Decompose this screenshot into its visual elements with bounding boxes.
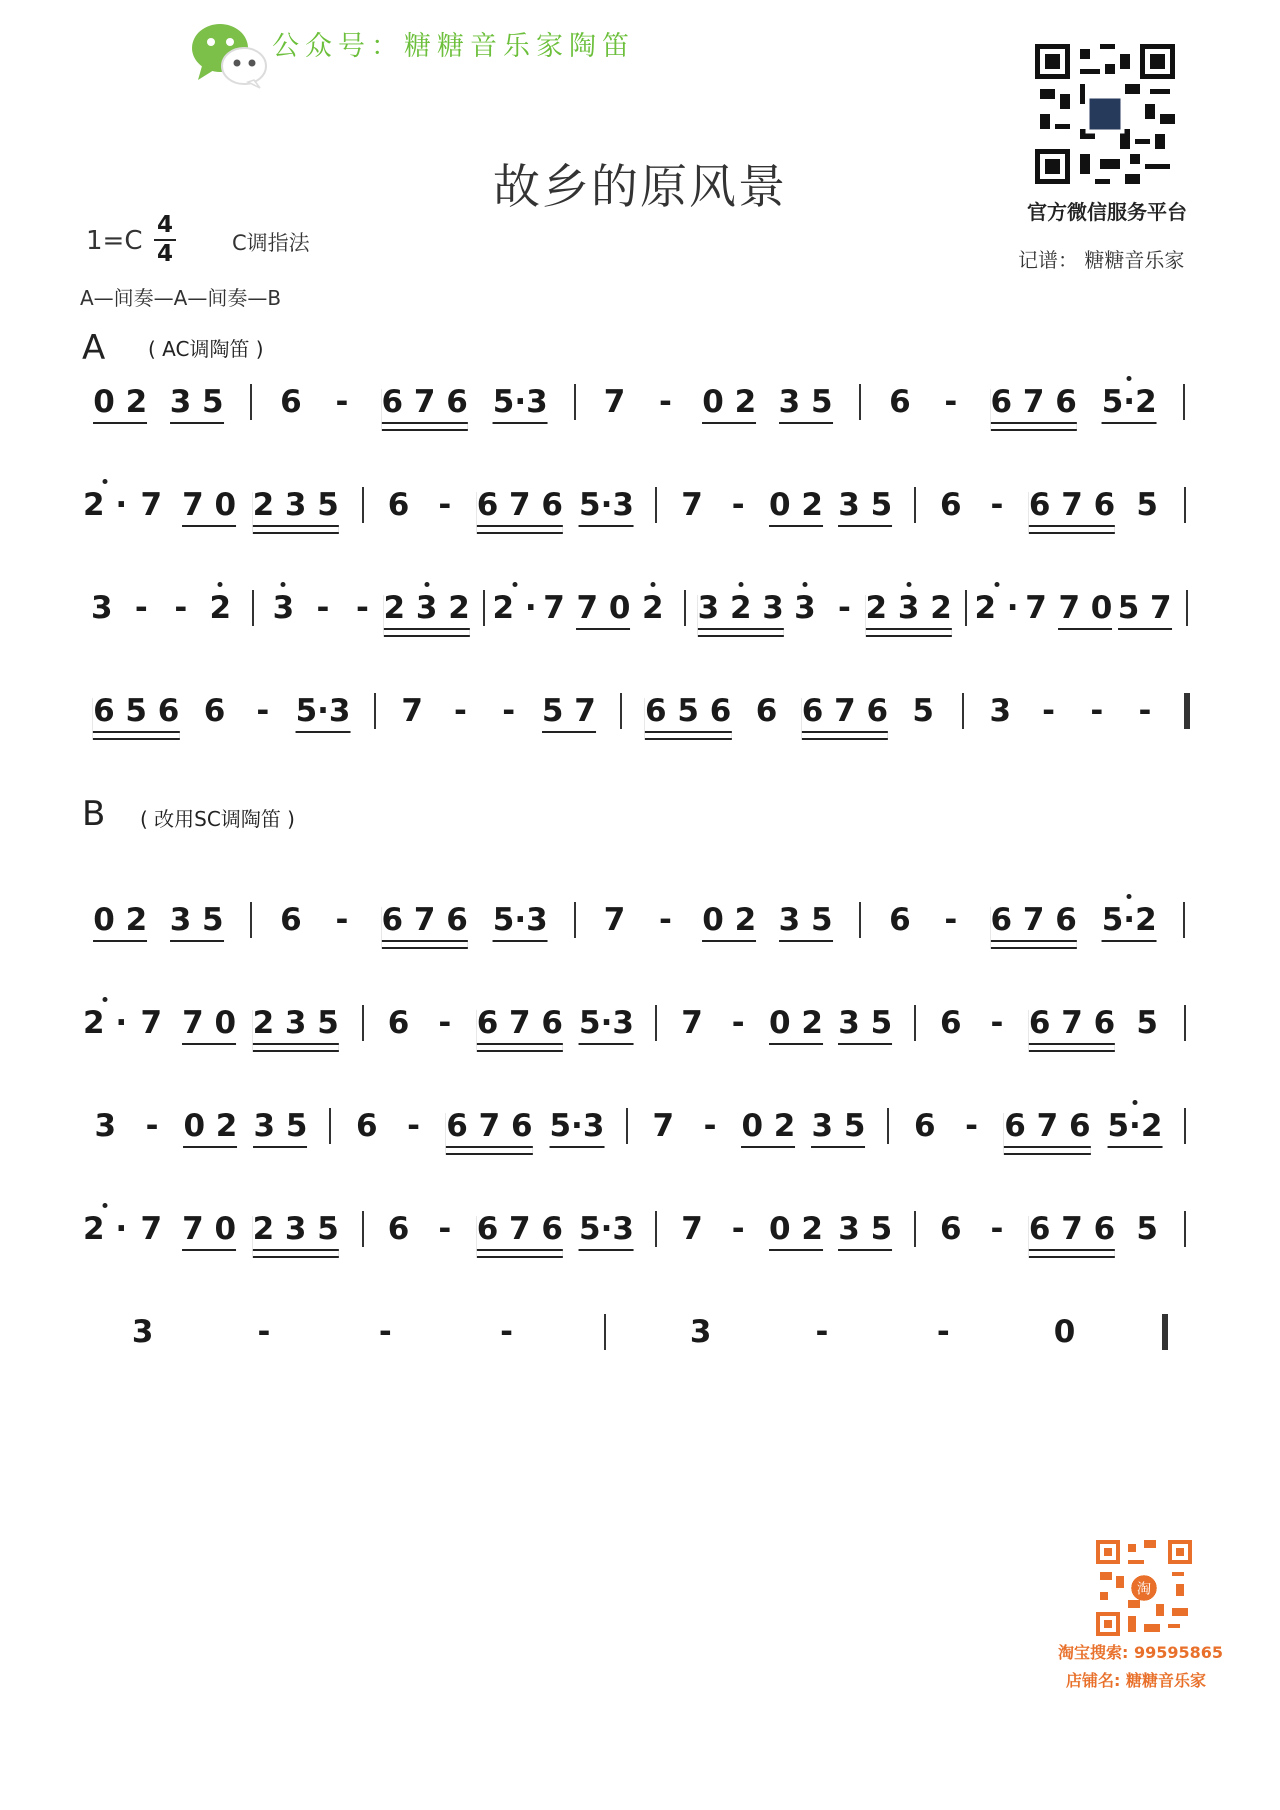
note-2-16: 6 bbox=[939, 487, 962, 523]
note-6-7: - bbox=[438, 1005, 452, 1041]
note-7-19: 5·2 bbox=[1107, 1106, 1162, 1148]
note-4-6: 7 bbox=[401, 693, 424, 729]
note-9-7: - bbox=[815, 1314, 829, 1350]
high-octave-dot bbox=[103, 997, 108, 1002]
barline bbox=[362, 1005, 364, 1041]
note-6-14: 3 5 bbox=[838, 1003, 892, 1045]
note-7-17: - bbox=[965, 1108, 978, 1144]
note-7-13: 0 2 bbox=[741, 1106, 795, 1148]
note-3-1: 3 bbox=[90, 590, 113, 626]
wechat-logo-icon bbox=[188, 18, 268, 90]
note-1-9: 7 bbox=[603, 384, 626, 420]
key-signature: 1=C bbox=[86, 226, 143, 256]
note-5-15: - bbox=[944, 902, 958, 938]
note-2-7: - bbox=[438, 487, 452, 523]
note-1-17: 5·2 bbox=[1102, 382, 1157, 424]
section-b-label: B bbox=[82, 794, 106, 834]
note-3-11: 2 · bbox=[492, 590, 537, 626]
high-octave-dot bbox=[103, 479, 108, 484]
note-3-22: 7 bbox=[1025, 590, 1047, 626]
barline bbox=[1183, 902, 1185, 938]
note-8-8: 6 7 6 bbox=[477, 1209, 563, 1251]
note-1-4: 6 bbox=[280, 384, 302, 420]
note-6-6: 6 bbox=[387, 1005, 410, 1041]
note-3-4: 2 bbox=[209, 590, 232, 626]
high-octave-dot bbox=[103, 1203, 108, 1208]
note-7-6: 6 bbox=[356, 1108, 378, 1144]
score-line-b4 bbox=[70, 1209, 1210, 1269]
barline bbox=[962, 693, 964, 729]
note-1-7: 5·3 bbox=[493, 382, 548, 424]
note-2-13: 0 2 bbox=[769, 485, 823, 527]
note-6-3: 7 0 bbox=[182, 1003, 236, 1045]
note-4-9: 5 7 bbox=[542, 691, 596, 733]
high-octave-dot bbox=[1127, 376, 1132, 381]
note-1-10: - bbox=[659, 384, 672, 420]
note-1-6: 6 7 6 bbox=[382, 382, 468, 424]
note-2-6: 6 bbox=[387, 487, 410, 523]
shop-name-text: 店铺名: 糖糖音乐家 bbox=[1066, 1671, 1206, 1690]
note-2-12: - bbox=[731, 487, 745, 523]
note-1-12: 3 5 bbox=[779, 382, 833, 424]
note-4-8: - bbox=[502, 693, 516, 729]
final-barline bbox=[1184, 693, 1190, 729]
barline bbox=[250, 902, 252, 938]
barline bbox=[574, 902, 576, 938]
qr-code-icon bbox=[1035, 44, 1175, 184]
note-2-18: 6 7 6 bbox=[1029, 485, 1115, 527]
note-5-1: 0 2 bbox=[93, 900, 147, 942]
song-title: 故乡的原风景 bbox=[493, 160, 787, 215]
note-5-14: 6 bbox=[889, 902, 911, 938]
time-signature bbox=[152, 212, 178, 268]
high-octave-dot bbox=[994, 582, 999, 587]
note-2-14: 3 5 bbox=[838, 485, 892, 527]
barline bbox=[887, 1108, 889, 1144]
song-structure: A—间奏—A—间奏—B bbox=[80, 286, 282, 310]
note-2-2: 7 bbox=[140, 487, 163, 523]
note-6-11: 7 bbox=[681, 1005, 703, 1041]
note-7-3: 0 2 bbox=[183, 1106, 237, 1148]
note-4-19: - bbox=[1138, 693, 1152, 729]
note-4-3: - bbox=[256, 693, 270, 729]
note-8-2: 7 bbox=[140, 1211, 163, 1247]
note-1-2: 3 5 bbox=[170, 382, 224, 424]
note-6-4: 2 3 5 bbox=[253, 1003, 339, 1045]
barline bbox=[859, 902, 861, 938]
note-7-9: 5·3 bbox=[549, 1106, 604, 1148]
high-octave-dot bbox=[218, 582, 223, 587]
note-6-16: 6 bbox=[939, 1005, 962, 1041]
note-7-12: - bbox=[703, 1108, 717, 1144]
note-8-18: 6 7 6 bbox=[1029, 1209, 1115, 1251]
note-8-16: 6 bbox=[939, 1211, 962, 1247]
shop-qr-code-icon bbox=[1096, 1540, 1192, 1636]
note-1-5: - bbox=[335, 384, 349, 420]
note-2-4: 2 3 5 bbox=[253, 485, 339, 527]
note-3-12: 7 bbox=[543, 590, 565, 626]
section-a-label: A bbox=[82, 328, 106, 368]
note-2-17: - bbox=[990, 487, 1004, 523]
note-2-8: 6 7 6 bbox=[477, 485, 563, 527]
note-2-9: 5·3 bbox=[579, 485, 634, 527]
note-3-8: - bbox=[356, 590, 369, 626]
barline bbox=[1186, 590, 1188, 626]
note-8-12: - bbox=[731, 1211, 745, 1247]
high-octave-dot bbox=[650, 582, 655, 587]
note-9-6: 3 bbox=[689, 1314, 712, 1350]
barline bbox=[604, 1314, 606, 1350]
note-4-14: 5 bbox=[912, 693, 934, 729]
score-line-a4 bbox=[70, 691, 1210, 751]
note-5-6: 6 7 6 bbox=[382, 900, 468, 942]
barline bbox=[620, 693, 622, 729]
barline bbox=[374, 693, 376, 729]
note-7-2: - bbox=[145, 1108, 159, 1144]
note-3-16: 3 2 3 bbox=[698, 588, 784, 630]
note-4-1: 6 5 6 bbox=[93, 691, 179, 733]
note-4-11: 6 5 6 bbox=[645, 691, 731, 733]
qr-center-label: 淘 bbox=[1136, 1581, 1152, 1598]
time-sig-top: 4 bbox=[156, 212, 173, 238]
note-6-1: 2 · bbox=[83, 1005, 128, 1041]
note-4-4: 5·3 bbox=[296, 691, 351, 733]
score-line-b5 bbox=[70, 1312, 1210, 1372]
note-7-8: 6 7 6 bbox=[446, 1106, 532, 1148]
note-2-3: 7 0 bbox=[182, 485, 236, 527]
note-6-17: - bbox=[990, 1005, 1004, 1041]
note-1-15: - bbox=[944, 384, 958, 420]
section-b-instrument: ( 改用SC调陶笛 ) bbox=[140, 807, 295, 831]
note-6-9: 5·3 bbox=[579, 1003, 634, 1045]
note-7-1: 3 bbox=[94, 1108, 117, 1144]
high-octave-dot bbox=[424, 582, 429, 587]
barline bbox=[1184, 1211, 1186, 1247]
barline bbox=[483, 590, 485, 626]
note-8-4: 2 3 5 bbox=[253, 1209, 339, 1251]
note-8-9: 5·3 bbox=[579, 1209, 634, 1251]
note-8-19: 5 bbox=[1136, 1211, 1158, 1247]
note-9-4: - bbox=[500, 1314, 513, 1350]
note-2-19: 5 bbox=[1136, 487, 1158, 523]
note-8-17: - bbox=[990, 1211, 1004, 1247]
note-6-19: 5 bbox=[1136, 1005, 1158, 1041]
note-4-17: - bbox=[1042, 693, 1055, 729]
barline bbox=[859, 384, 861, 420]
qr-caption: 官方微信服务平台 bbox=[1027, 200, 1187, 224]
note-3-17: 3 bbox=[794, 590, 816, 626]
barline bbox=[362, 487, 364, 523]
note-4-2: 6 bbox=[203, 693, 226, 729]
note-5-12: 3 5 bbox=[779, 900, 833, 942]
note-3-21: 2 · bbox=[974, 590, 1019, 626]
high-octave-dot bbox=[738, 582, 743, 587]
note-3-18: - bbox=[837, 590, 851, 626]
barline bbox=[965, 590, 967, 626]
barline bbox=[1184, 487, 1186, 523]
note-7-11: 7 bbox=[652, 1108, 675, 1144]
note-8-3: 7 0 bbox=[182, 1209, 236, 1251]
note-8-6: 6 bbox=[387, 1211, 410, 1247]
note-5-7: 5·3 bbox=[493, 900, 548, 942]
note-3-14: 2 bbox=[642, 590, 664, 626]
barline bbox=[574, 384, 576, 420]
barline bbox=[655, 487, 657, 523]
barline bbox=[914, 487, 916, 523]
note-9-9: 0 bbox=[1053, 1314, 1076, 1350]
score-line-a2 bbox=[70, 485, 1210, 545]
fingering-label: C调指法 bbox=[232, 231, 310, 255]
high-octave-dot bbox=[281, 582, 286, 587]
note-3-13: 7 0 bbox=[576, 588, 630, 630]
note-9-3: - bbox=[378, 1314, 392, 1350]
barline bbox=[914, 1211, 916, 1247]
note-2-1: 2 · bbox=[83, 487, 128, 523]
barline bbox=[914, 1005, 916, 1041]
barline bbox=[252, 590, 254, 626]
note-3-7: - bbox=[316, 590, 330, 626]
score-line-b2 bbox=[70, 1003, 1210, 1063]
note-5-5: - bbox=[335, 902, 349, 938]
note-6-13: 0 2 bbox=[769, 1003, 823, 1045]
note-6-12: - bbox=[731, 1005, 745, 1041]
score-line-a1 bbox=[70, 382, 1210, 442]
high-octave-dot bbox=[1127, 894, 1132, 899]
note-8-13: 0 2 bbox=[769, 1209, 823, 1251]
high-octave-dot bbox=[802, 582, 807, 587]
barline bbox=[684, 590, 686, 626]
note-3-24: 5 7 bbox=[1118, 588, 1172, 630]
barline bbox=[1184, 1108, 1186, 1144]
note-7-18: 6 7 6 bbox=[1004, 1106, 1090, 1148]
high-octave-dot bbox=[512, 582, 517, 587]
note-5-10: - bbox=[659, 902, 672, 938]
note-5-2: 3 5 bbox=[170, 900, 224, 942]
note-3-2: - bbox=[134, 590, 148, 626]
note-5-11: 0 2 bbox=[702, 900, 756, 942]
note-5-4: 6 bbox=[280, 902, 302, 938]
barline bbox=[250, 384, 252, 420]
transcriber-credit: 记谱： 糖糖音乐家 bbox=[1018, 248, 1185, 272]
note-8-1: 2 · bbox=[83, 1211, 128, 1247]
note-6-8: 6 7 6 bbox=[477, 1003, 563, 1045]
wechat-account-text: 公众号：糖糖音乐家陶笛 bbox=[272, 31, 635, 62]
high-octave-dot bbox=[1132, 1100, 1137, 1105]
barline bbox=[626, 1108, 628, 1144]
note-9-1: 3 bbox=[131, 1314, 154, 1350]
time-sig-bottom: 4 bbox=[156, 241, 173, 267]
note-4-7: - bbox=[453, 693, 467, 729]
note-2-11: 7 bbox=[681, 487, 703, 523]
barline bbox=[655, 1005, 657, 1041]
note-3-19: 2 3 2 bbox=[865, 588, 951, 630]
section-a-instrument: ( AC调陶笛 ) bbox=[148, 337, 264, 361]
note-3-9: 2 3 2 bbox=[384, 588, 470, 630]
score-line-a3 bbox=[70, 588, 1210, 648]
note-4-18: - bbox=[1090, 693, 1104, 729]
note-4-13: 6 7 6 bbox=[802, 691, 888, 733]
note-3-6: 3 bbox=[272, 590, 295, 626]
note-7-14: 3 5 bbox=[811, 1106, 865, 1148]
note-9-8: - bbox=[936, 1314, 950, 1350]
note-5-9: 7 bbox=[603, 902, 626, 938]
note-3-23: 7 0 bbox=[1058, 588, 1112, 630]
note-9-2: - bbox=[257, 1314, 271, 1350]
note-7-4: 3 5 bbox=[253, 1106, 307, 1148]
note-4-12: 6 bbox=[755, 693, 778, 729]
barline bbox=[1184, 1005, 1186, 1041]
note-7-16: 6 bbox=[914, 1108, 936, 1144]
barline bbox=[655, 1211, 657, 1247]
note-8-14: 3 5 bbox=[838, 1209, 892, 1251]
note-1-16: 6 7 6 bbox=[991, 382, 1077, 424]
score-line-b1 bbox=[70, 900, 1210, 960]
note-1-14: 6 bbox=[889, 384, 911, 420]
note-5-16: 6 7 6 bbox=[991, 900, 1077, 942]
note-4-16: 3 bbox=[989, 693, 1012, 729]
note-6-2: 7 bbox=[140, 1005, 163, 1041]
high-octave-dot bbox=[906, 582, 911, 587]
note-6-18: 6 7 6 bbox=[1029, 1003, 1115, 1045]
note-8-11: 7 bbox=[681, 1211, 703, 1247]
score-line-b3 bbox=[70, 1106, 1210, 1166]
barline bbox=[362, 1211, 364, 1247]
note-1-11: 0 2 bbox=[702, 382, 756, 424]
note-5-17: 5·2 bbox=[1102, 900, 1157, 942]
final-barline bbox=[1162, 1314, 1168, 1350]
note-1-1: 0 2 bbox=[93, 382, 147, 424]
note-3-3: - bbox=[174, 590, 188, 626]
barline bbox=[1183, 384, 1185, 420]
barline bbox=[329, 1108, 331, 1144]
note-7-7: - bbox=[407, 1108, 420, 1144]
shop-search-text: 淘宝搜索: 99595865 bbox=[1058, 1643, 1224, 1662]
note-8-7: - bbox=[438, 1211, 452, 1247]
